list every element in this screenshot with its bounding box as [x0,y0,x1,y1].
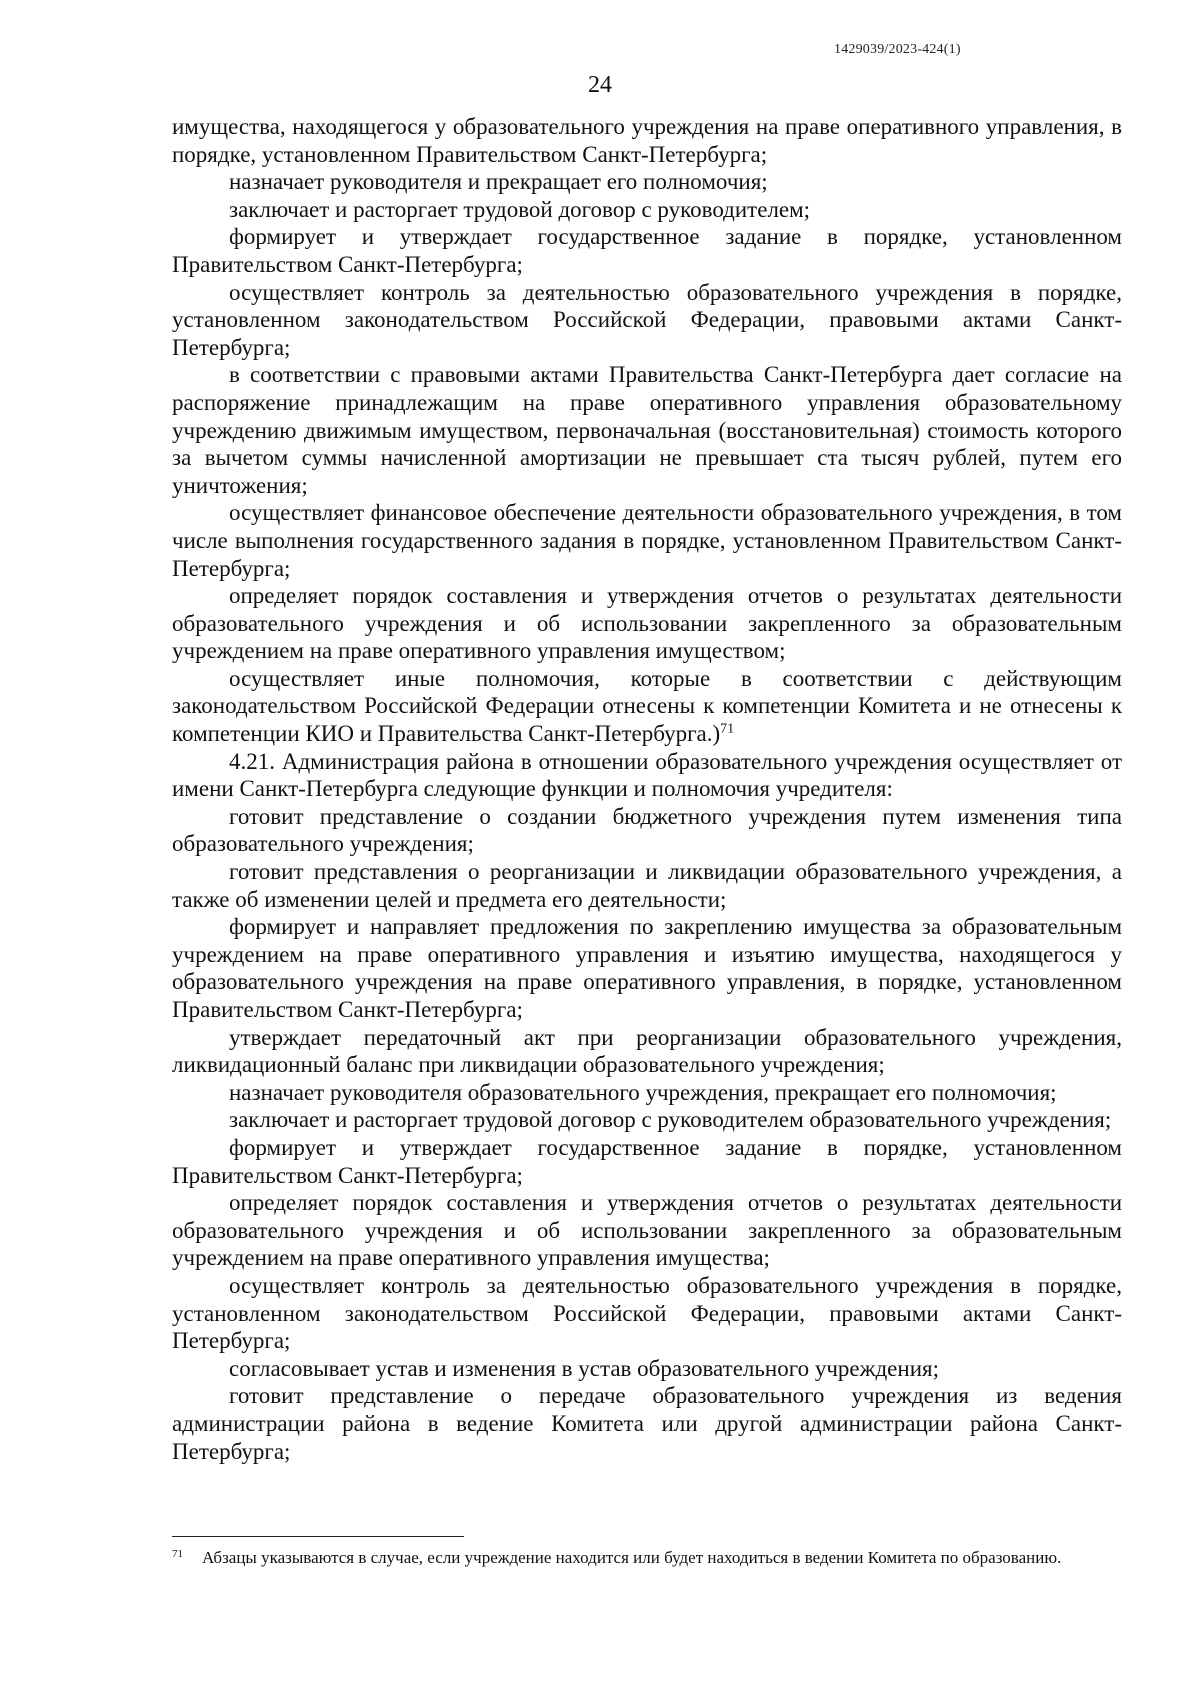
paragraph: определяет порядок составления и утверждения отчетов о результатах деятельности образовательного учреждения и об использовании закрепленного за образовательным учреждением на праве оперативного управления имуществом; [172,583,1122,664]
paragraph-text: осуществляет иные полномочия, которые в соответствии с действующим законодательством Российской Федерации отнесены к компетенции Комитета и не отнесены к компетенции КИО и Правительства Санкт-Петербурга.) [172,665,1122,747]
paragraph: формирует и утверждает государственное задание в порядке, установленном Правительством Санкт-Петербурга; [172,1134,1122,1188]
footnote-text: Абзацы указываются в случае, если учреждение находится или будет находиться в ведении Комитета по образованию. [202,1548,1062,1567]
paragraph: готовит представление о передаче образовательного учреждения из ведения администрации района в ведение Комитета или другой администрации района Санкт-Петербурга; [172,1383,1122,1464]
paragraph: осуществляет финансовое обеспечение деятельности образовательного учреждения, в том числе выполнения государственного задания в порядке, установленном Правительством Санкт-Петербурга; [172,500,1122,581]
paragraph: заключает и расторгает трудовой договор с руководителем образовательного учреждения; [229,1107,1112,1133]
footnote-reference: 71 [720,721,735,737]
paragraph: заключает и расторгает трудовой договор с руководителем; [229,196,811,222]
paragraph: имущества, находящегося у образовательного учреждения на праве оперативного управления, в порядке, установленном Правительством Санкт-Петербурга; [172,114,1122,167]
paragraph: утверждает передаточный акт при реорганизации образовательного учреждения, ликвидационный баланс при ликвидации образовательного учреждения; [172,1024,1122,1078]
paragraph: согласовывает устав и изменения в устав образовательного учреждения; [229,1355,939,1381]
paragraph: осуществляет контроль за деятельностью образовательного учреждения в порядке, установленном законодательством Российской Федерации, правовыми актами Санкт-Петербурга; [172,1272,1122,1354]
paragraph-with-footnote [172,665,1122,748]
paragraph: формирует и утверждает государственное задание в порядке, установленном Правительством Санкт-Петербурга; [172,224,1122,277]
paragraph: назначает руководителя и прекращает его полномочия; [229,169,768,195]
paragraph: осуществляет контроль за деятельностью образовательного учреждения в порядке, установленном законодательством Российской Федерации, правовыми актами Санкт-Петербурга; [172,279,1122,360]
footnote [172,1547,1122,1568]
paragraph: формирует и направляет предложения по закреплению имущества за образовательным учреждением на праве оперативного управления и изъятию имущества, находящегося у образовательного учреждения на праве оперативного управления, в порядке, установленном Правительством Санкт-Петербурга; [172,914,1122,1022]
paragraph: в соответствии с правовыми актами Правительства Санкт-Петербурга дает согласие на распоряжение принадлежащим на праве оперативного управления образовательному учреждению движимым имуществом, первоначальная (восстановительная) стоимость которого за вычетом суммы начисленной амортизации не превышает ста тысяч рублей, путем его уничтожения; [172,362,1122,498]
paragraph: готовит представление о создании бюджетного учреждения путем изменения типа образовательного учреждения; [172,803,1122,857]
document-body [172,113,1122,1465]
footnote-divider [172,1536,464,1537]
section-4-21: 4.21. Администрация района в отношении образовательного учреждения осуществляет от имени Санкт-Петербурга следующие функции и полномочия учредителя: [172,748,1122,802]
paragraph: готовит представления о реорганизации и ликвидации образовательного учреждения, а также об изменении целей и предмета его деятельности; [172,859,1122,912]
page-number: 24 [588,72,612,98]
paragraph: назначает руководителя образовательного учреждения, прекращает его полномочия; [229,1079,1057,1105]
paragraph: определяет порядок составления и утверждения отчетов о результатах деятельности образовательного учреждения и об использовании закрепленного за образовательным учреждением на праве оперативного управления имущества; [172,1190,1122,1271]
footnote-mark: 71 [172,1548,183,1560]
document-number: 1429039/2023-424(1) [834,42,961,57]
